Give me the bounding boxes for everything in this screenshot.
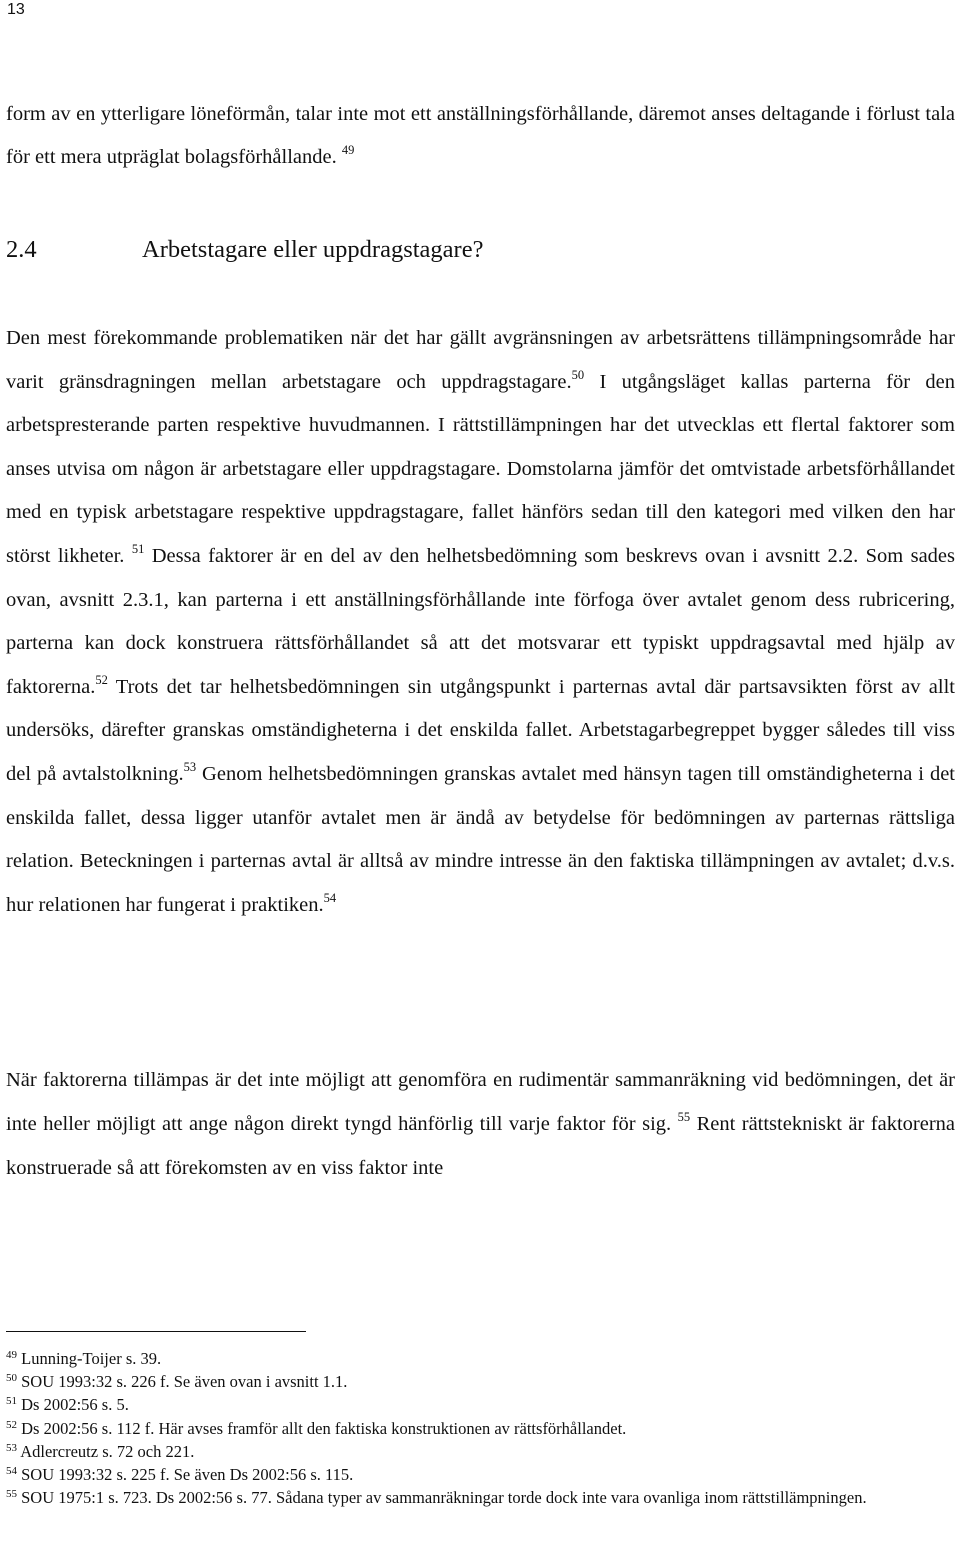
- paragraph-1: [6, 93, 955, 179]
- paragraph-3: [6, 1058, 955, 1190]
- footnote-ref-55[interactable]: 55: [677, 1110, 691, 1124]
- paragraph-1-text: form av en ytterligare löneförmån, talar inte mot ett anställningsförhållande, däremot anses deltagande i förlust tala för ett mera utpräglat bolagsförhållande.: [6, 103, 955, 168]
- footnote-ref-50[interactable]: 50: [571, 367, 585, 382]
- footnote-51: [6, 1393, 958, 1416]
- footnote-55: [6, 1486, 958, 1509]
- footnote-text: SOU 1993:32 s. 226 f. Se även ovan i avsnitt 1.1.: [17, 1372, 348, 1392]
- paragraph-2-seg2: I utgångsläget kallas parterna för den arbetspresterande parten respektive huvudmannen. I rättstillämpningen har det utvecklas ett flertal faktorer som anses utvisa om någon är arbetstagare eller uppdragstagare. Domstolarna jämför det omtvistade arbetsförhållandet med en typisk arbetstagare respektive uppdragstagare, fallet hänförs sedan till den kategori med vilken den har störst likheter.: [6, 370, 956, 567]
- footnote-49: [6, 1347, 958, 1370]
- paragraph-3-seg1: När faktorerna tillämpas är det inte möjligt att genomföra en rudimentär sammanräkning vid bedömningen, det är inte heller möjligt att ange någon direkt tyngd hänförlig till varje faktor för sig.: [6, 1069, 955, 1135]
- footnote-number: 54: [6, 1465, 17, 1478]
- footnote-number: 51: [6, 1395, 17, 1408]
- page-number: 13: [7, 1, 25, 18]
- footnote-separator: [6, 1331, 306, 1332]
- paragraph-2-seg3: Dessa faktorer är en del av den helhetsbedömning som beskrevs ovan i avsnitt 2.2. Som sades ovan, avsnitt 2.3.1, kan parterna i ett anställningsförhållande inte förfoga över avtalet genom dess rubricering, parterna kan dock konstruera rättsförhållandet så att det motsvarar ett typiskt uppdragsavtal med hjälp av faktorerna.: [6, 544, 956, 698]
- footnote-ref-51[interactable]: 51: [131, 541, 145, 556]
- paragraph-2: [6, 317, 955, 927]
- footnote-text: SOU 1993:32 s. 225 f. Se även Ds 2002:56 s. 115.: [17, 1465, 354, 1485]
- footnote-50: [6, 1370, 958, 1393]
- footnote-number: 53: [6, 1441, 17, 1454]
- paragraph-2-seg1: Den mest förekommande problematiken när det har gällt avgränsningen av arbetsrättens tillämpningsområde har varit gränsdragningen mellan arbetstagare och uppdragstagare.: [6, 327, 955, 393]
- footnote-ref-53[interactable]: 53: [183, 759, 197, 774]
- paragraph-2-seg4: Trots det tar helhetsbedömningen sin utgångspunkt i parternas avtal där partsavsikten först av allt undersöks, därefter granskas omständigheterna i det enskilda fallet. Arbetstagarbegreppet bygger således till viss del på avtalstolkning.: [6, 675, 955, 785]
- paragraph-2-seg5: Genom helhetsbedömningen granskas avtalet med hänsyn tagen till omständigheterna i det enskilda fallet, dessa ligger utanför avtalet men är ändå av betydelse för bedömningen av parternas rättsliga relation. Beteckningen i parternas avtal är alltså av mindre intresse än den faktiska tillämpningen av avtalet; d.v.s. hur relationen har fungerat i praktiken.: [6, 762, 956, 916]
- footnote-number: 49: [6, 1349, 17, 1361]
- footnote-text: Adlercreutz s. 72 och 221.: [17, 1441, 195, 1461]
- footnote-ref-54[interactable]: 54: [323, 890, 337, 905]
- footnote-text: SOU 1975:1 s. 723. Ds 2002:56 s. 77. Sådana typer av sammanräkningar torde dock inte vara ovanliga inom rättstillämpningen.: [17, 1488, 867, 1508]
- section-number: 2.4: [6, 236, 37, 263]
- footnote-52: [6, 1417, 958, 1440]
- footnote-list: [6, 1347, 958, 1509]
- footnote-text: Ds 2002:56 s. 5.: [17, 1395, 129, 1415]
- footnote-text: Ds 2002:56 s. 112 f. Här avses framför allt den faktiska konstruktionen av rättsförhållandet.: [17, 1418, 627, 1438]
- footnote-54: [6, 1463, 958, 1486]
- footnote-number: 52: [6, 1418, 17, 1431]
- section-title: Arbetstagare eller uppdragstagare?: [142, 236, 484, 263]
- paragraph-3-seg2: Rent rättstekniskt är faktorerna konstruerade så att förekomsten av en viss faktor inte: [6, 1113, 956, 1179]
- footnote-number: 50: [6, 1372, 17, 1385]
- footnote-number: 55: [6, 1488, 17, 1501]
- footnote-text: Lunning-Toijer s. 39.: [17, 1349, 162, 1368]
- section-heading: [6, 230, 483, 270]
- footnote-53: [6, 1440, 958, 1463]
- footnote-ref-52[interactable]: 52: [95, 672, 108, 687]
- footnote-ref-49[interactable]: 49: [341, 143, 355, 157]
